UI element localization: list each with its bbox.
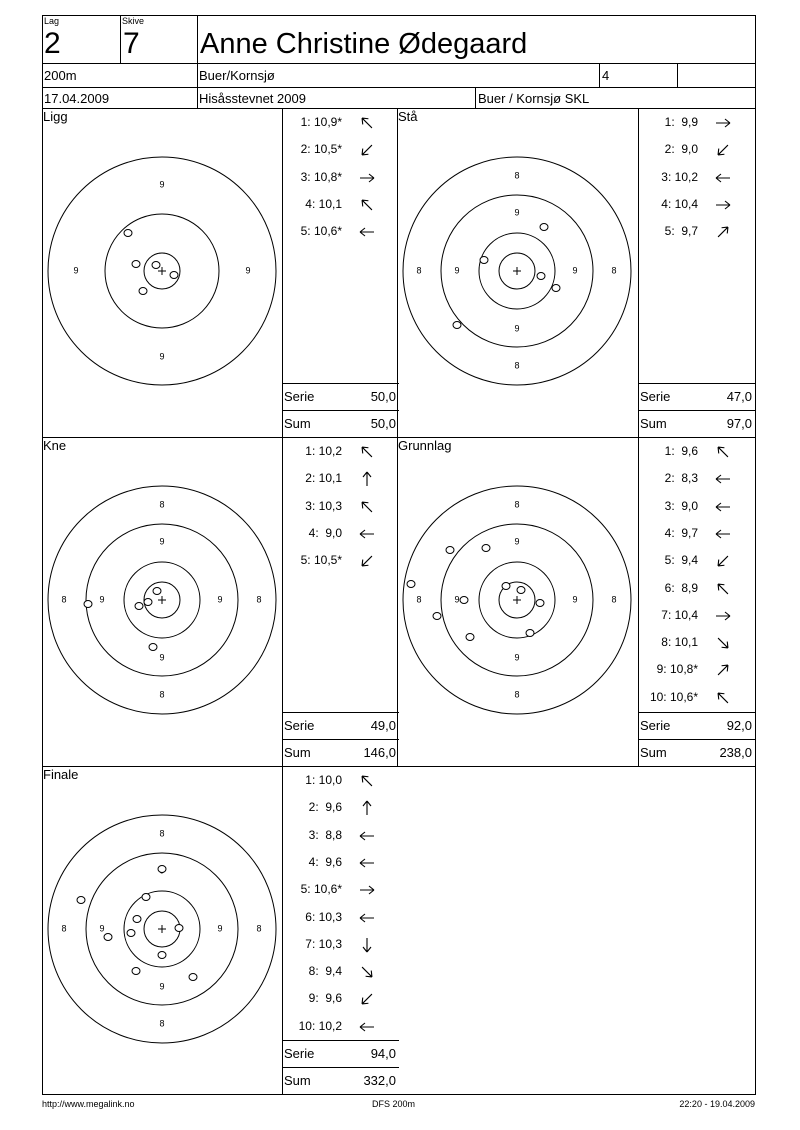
- divider: [282, 383, 399, 384]
- direction-arrow-icon: [714, 443, 732, 461]
- direction-arrow-icon: [714, 196, 732, 214]
- ring-number: 8: [159, 689, 165, 700]
- distance: 200m: [44, 68, 77, 83]
- ring-number: 8: [514, 170, 520, 181]
- shot-row: [302, 934, 382, 954]
- shot-row: [302, 770, 382, 790]
- shot-row: [658, 659, 738, 679]
- shot-hole: [139, 288, 147, 295]
- shot-row: [302, 194, 382, 214]
- shot-hole: [453, 322, 461, 329]
- shot-row: [302, 988, 382, 1008]
- ring-number: 9: [99, 594, 105, 605]
- shot-row: [302, 139, 382, 159]
- shot-hole: [77, 897, 85, 904]
- shot-score: 6: 8,9: [664, 580, 698, 595]
- ring-number: 9: [454, 265, 460, 276]
- direction-arrow-icon: [358, 470, 376, 488]
- ring-number: 9: [454, 594, 460, 605]
- shot-score: 5: 10,6*: [300, 882, 342, 897]
- shot-hole: [175, 925, 183, 932]
- ring-number: 9: [99, 923, 105, 934]
- shot-score: 9: 9,6: [308, 991, 342, 1006]
- shot-score: 3: 8,8: [308, 827, 342, 842]
- divider: [638, 383, 755, 384]
- shot-score: 7: 10,3: [305, 936, 342, 951]
- sum-value: 97,0: [726, 416, 752, 431]
- ring-number: 8: [611, 594, 617, 605]
- footer-timestamp: 22:20 - 19.04.2009: [679, 1099, 755, 1109]
- date: 17.04.2009: [44, 91, 110, 106]
- lag-label: Lag: [44, 16, 60, 26]
- divider: [282, 410, 399, 411]
- shot-row: [658, 112, 738, 132]
- ring-number: 9: [159, 652, 165, 663]
- shot-hole: [189, 974, 197, 981]
- shot-hole: [149, 644, 157, 651]
- skive-value: 7: [123, 27, 140, 60]
- serie-label: Serie: [284, 718, 315, 733]
- sum-label: Sum: [284, 416, 311, 431]
- direction-arrow-icon: [714, 498, 732, 516]
- ring-number: 8: [514, 689, 520, 700]
- shot-hole: [540, 224, 548, 231]
- ring-number: 9: [159, 536, 165, 547]
- ring-number: 8: [61, 594, 67, 605]
- shot-score: 1: 9,6: [664, 444, 698, 458]
- shot-hole: [84, 601, 92, 608]
- shot-row: [302, 907, 382, 927]
- serie-label: Serie: [640, 389, 671, 404]
- shot-row: [658, 550, 738, 570]
- direction-arrow-icon: [714, 634, 732, 652]
- shot-row: [658, 496, 738, 516]
- shot-score: 4: 9,6: [308, 854, 342, 869]
- sum-label: Sum: [284, 1073, 311, 1088]
- divider: [282, 1067, 399, 1068]
- direction-arrow-icon: [358, 963, 376, 981]
- sum-label: Sum: [284, 745, 311, 760]
- shot-hole: [144, 599, 152, 606]
- serie-label: Serie: [284, 389, 315, 404]
- shot-row: [302, 797, 382, 817]
- ring-number: 9: [572, 265, 578, 276]
- shot-hole: [124, 230, 132, 237]
- shot-row: [302, 221, 382, 241]
- center-cross: [158, 596, 166, 604]
- direction-arrow-icon: [358, 114, 376, 132]
- sum-value: 238,0: [719, 745, 752, 760]
- direction-arrow-icon: [714, 689, 732, 707]
- divider: [282, 739, 399, 740]
- ring-number: 8: [514, 499, 520, 510]
- ring-number: 8: [611, 265, 617, 276]
- direction-arrow-icon: [358, 169, 376, 187]
- organizer: Buer / Kornsjø SKL: [478, 91, 590, 106]
- shot-row: [298, 1016, 382, 1036]
- ring-number: 9: [514, 207, 520, 218]
- shot-score: 10: 10,6*: [649, 689, 698, 704]
- target-diagram: [397, 480, 637, 720]
- shot-score: 5: 9,7: [664, 224, 698, 239]
- serie-value: 94,0: [370, 1046, 396, 1061]
- ring-number: 9: [217, 594, 223, 605]
- footer-url: http://www.megalink.no: [42, 1099, 135, 1109]
- shot-hole: [536, 600, 544, 607]
- shot-row: [302, 961, 382, 981]
- ring-number: 8: [416, 265, 422, 276]
- ring-number: 9: [514, 536, 520, 547]
- shot-score: 2: 9,6: [308, 800, 342, 815]
- direction-arrow-icon: [358, 196, 376, 214]
- direction-arrow-icon: [358, 990, 376, 1008]
- ring-number: 9: [159, 179, 165, 190]
- direction-arrow-icon: [358, 881, 376, 899]
- direction-arrow-icon: [714, 552, 732, 570]
- shot-score: 1: 10,2: [305, 444, 342, 458]
- shot-row: [658, 441, 738, 461]
- shot-score: 2: 9,0: [664, 142, 698, 157]
- shot-score: 4: 9,7: [664, 525, 698, 540]
- direction-arrow-icon: [358, 854, 376, 872]
- shot-score: 5: 10,5*: [300, 553, 342, 568]
- shot-hole: [446, 547, 454, 554]
- shot-score: 2: 10,1: [305, 471, 342, 486]
- sum-value: 50,0: [370, 416, 396, 431]
- event-name: Hisåsstevnet 2009: [199, 91, 306, 106]
- direction-arrow-icon: [714, 470, 732, 488]
- shot-score: 2: 8,3: [664, 471, 698, 486]
- shot-score: 4: 10,1: [305, 196, 342, 211]
- serie-value: 92,0: [726, 718, 752, 733]
- ring-number: 8: [159, 1018, 165, 1029]
- ring-number: 9: [572, 594, 578, 605]
- shot-row: [658, 468, 738, 488]
- shot-row: [658, 523, 738, 543]
- direction-arrow-icon: [358, 223, 376, 241]
- ring-number: 9: [245, 265, 251, 276]
- shot-score: 4: 9,0: [308, 525, 342, 540]
- shot-hole: [480, 257, 488, 264]
- direction-arrow-icon: [714, 607, 732, 625]
- direction-arrow-icon: [714, 223, 732, 241]
- serie-value: 50,0: [370, 389, 396, 404]
- shot-hole: [132, 261, 140, 268]
- shot-row: [302, 468, 382, 488]
- serie-label: Serie: [284, 1046, 315, 1061]
- shot-score: 8: 10,1: [661, 635, 698, 650]
- shot-row: [302, 523, 382, 543]
- serie-label: Serie: [640, 718, 671, 733]
- club: Buer/Kornsjø: [199, 68, 275, 83]
- klasse: 4: [602, 68, 610, 83]
- direction-arrow-icon: [714, 661, 732, 679]
- shot-score: 5: 9,4: [664, 553, 698, 568]
- shot-hole: [407, 581, 415, 588]
- shot-hole: [132, 968, 140, 975]
- shot-score: 3: 10,8*: [300, 169, 342, 184]
- shot-hole: [152, 262, 160, 269]
- direction-arrow-icon: [714, 580, 732, 598]
- ring-number: 9: [514, 323, 520, 334]
- lag-value: 2: [44, 27, 61, 60]
- shot-hole: [135, 603, 143, 610]
- ring-number: 9: [217, 923, 223, 934]
- divider: [638, 739, 755, 740]
- shot-row: [658, 139, 738, 159]
- shooter-name: Anne Christine Ødegaard: [200, 28, 528, 60]
- shot-score: 1: 10,9*: [300, 115, 342, 129]
- shot-score: 9: 10,8*: [656, 662, 698, 677]
- shot-row: [302, 167, 382, 187]
- shot-score: 1: 10,0: [305, 773, 342, 787]
- direction-arrow-icon: [358, 552, 376, 570]
- shot-hole: [433, 613, 441, 620]
- shot-row: [302, 441, 382, 461]
- skive-label: Skive: [122, 16, 145, 26]
- shot-hole: [517, 587, 525, 594]
- shot-hole: [460, 597, 468, 604]
- center-cross: [513, 596, 521, 604]
- target-diagram: [42, 809, 282, 1049]
- shot-hole: [482, 545, 490, 552]
- shot-hole: [526, 630, 534, 637]
- ring-number: 8: [159, 499, 165, 510]
- serie-value: 49,0: [370, 718, 396, 733]
- direction-arrow-icon: [358, 498, 376, 516]
- ring-number: 8: [416, 594, 422, 605]
- center-cross: [158, 925, 166, 933]
- direction-arrow-icon: [714, 114, 732, 132]
- panel-title: Stå: [398, 109, 418, 124]
- shot-row: [302, 825, 382, 845]
- ring-number: 9: [514, 652, 520, 663]
- shot-row: [302, 496, 382, 516]
- sum-value: 332,0: [363, 1073, 396, 1088]
- direction-arrow-icon: [714, 169, 732, 187]
- footer-center: DFS 200m: [372, 1099, 416, 1109]
- shot-row: [649, 687, 738, 707]
- shot-score: 1: 9,9: [664, 115, 698, 129]
- shot-hole: [552, 285, 560, 292]
- shot-hole: [170, 272, 178, 279]
- direction-arrow-icon: [358, 525, 376, 543]
- direction-arrow-icon: [358, 772, 376, 790]
- center-cross: [158, 267, 166, 275]
- direction-arrow-icon: [714, 141, 732, 159]
- shot-hole: [158, 866, 166, 873]
- shot-row: [658, 221, 738, 241]
- shot-hole: [127, 930, 135, 937]
- target-diagram: [42, 151, 282, 391]
- direction-arrow-icon: [714, 525, 732, 543]
- ring-number: 8: [61, 923, 67, 934]
- divider: [638, 410, 755, 411]
- shot-score: 7: 10,4: [661, 607, 698, 622]
- shot-row: [658, 194, 738, 214]
- shot-hole: [537, 273, 545, 280]
- target-diagram: [397, 151, 637, 391]
- shot-score: 3: 9,0: [664, 498, 698, 513]
- direction-arrow-icon: [358, 909, 376, 927]
- shot-row: [658, 605, 738, 625]
- panel-title: Finale: [43, 767, 79, 782]
- shot-row: [302, 879, 382, 899]
- sum-value: 146,0: [363, 745, 396, 760]
- shot-row: [302, 852, 382, 872]
- sum-label: Sum: [640, 416, 667, 431]
- direction-arrow-icon: [358, 141, 376, 159]
- shot-score: 4: 10,4: [661, 196, 698, 211]
- shot-hole: [502, 583, 510, 590]
- shot-row: [302, 550, 382, 570]
- target-diagram: [42, 480, 282, 720]
- direction-arrow-icon: [358, 827, 376, 845]
- direction-arrow-icon: [358, 799, 376, 817]
- shot-score: 2: 10,5*: [300, 142, 342, 157]
- direction-arrow-icon: [358, 1018, 376, 1036]
- shot-row: [658, 167, 738, 187]
- shot-hole: [133, 916, 141, 923]
- ring-number: 8: [256, 923, 262, 934]
- shot-row: [658, 578, 738, 598]
- divider: [638, 712, 755, 713]
- shot-hole: [142, 894, 150, 901]
- shot-row: [302, 112, 382, 132]
- center-cross: [513, 267, 521, 275]
- shot-score: 5: 10,6*: [300, 224, 342, 239]
- panel-title: Ligg: [43, 109, 68, 124]
- panel-title: Grunnlag: [398, 438, 452, 453]
- shot-row: [658, 632, 738, 652]
- shot-score: 8: 9,4: [308, 964, 342, 979]
- divider: [282, 712, 399, 713]
- ring-number: 8: [256, 594, 262, 605]
- shot-hole: [158, 952, 166, 959]
- divider: [282, 1040, 399, 1041]
- ring-number: 9: [159, 351, 165, 362]
- shot-score: 6: 10,3: [305, 909, 342, 924]
- shot-score: 10: 10,2: [298, 1018, 342, 1033]
- sum-label: Sum: [640, 745, 667, 760]
- ring-number: 8: [514, 360, 520, 371]
- shot-hole: [466, 634, 474, 641]
- ring-number: 9: [159, 981, 165, 992]
- shot-hole: [153, 588, 161, 595]
- shot-score: 3: 10,2: [661, 169, 698, 184]
- shot-score: 3: 10,3: [305, 498, 342, 513]
- ring-number: 8: [159, 828, 165, 839]
- panel-title: Kne: [43, 438, 67, 453]
- shot-hole: [104, 934, 112, 941]
- direction-arrow-icon: [358, 443, 376, 461]
- serie-value: 47,0: [726, 389, 752, 404]
- ring-number: 9: [73, 265, 79, 276]
- direction-arrow-icon: [358, 936, 376, 954]
